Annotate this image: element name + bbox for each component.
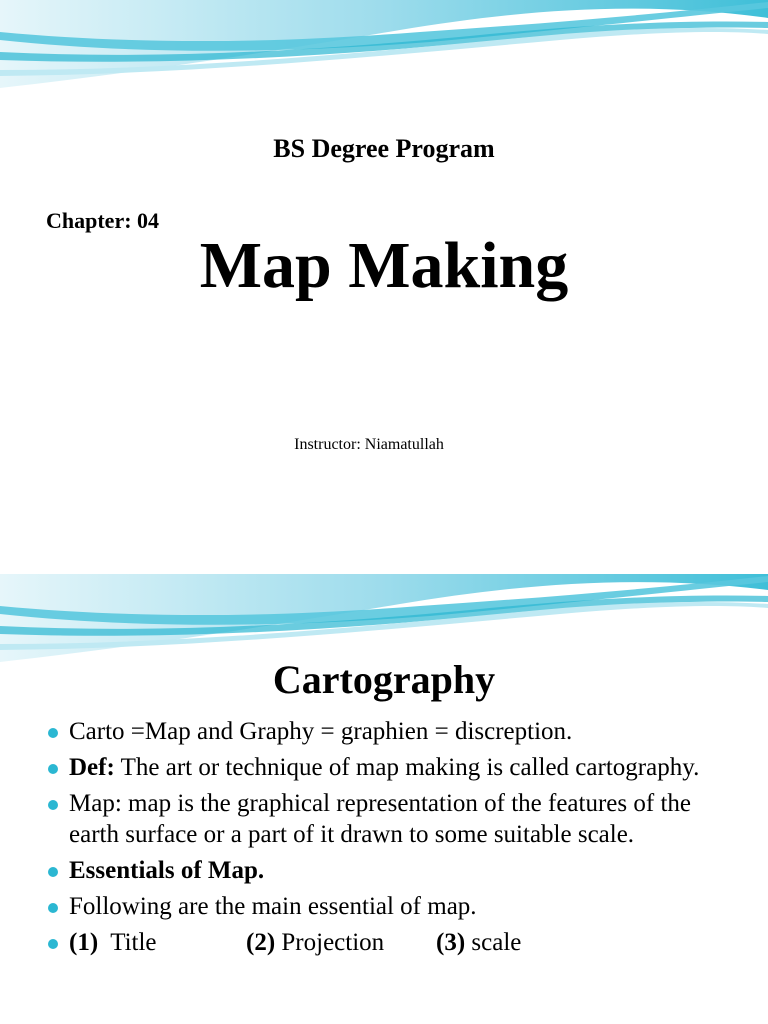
bullet-text: Map: map is the graphical representation of the features of the earth surface or a part of it drawn to some suitable scale. xyxy=(69,790,691,848)
bullet-text: Following are the main essential of map. xyxy=(69,892,477,920)
bullet-bold-label: Essentials of Map. xyxy=(69,856,265,884)
bullet-icon xyxy=(48,939,58,949)
essential-item xyxy=(69,928,246,959)
bullet-bold-label: Def: xyxy=(69,754,115,781)
bullet-icon xyxy=(48,728,58,738)
cartography-title: Cartography xyxy=(272,657,496,702)
essential-label: scale xyxy=(465,928,522,956)
list-item xyxy=(48,892,738,923)
bullet-list xyxy=(48,717,738,964)
list-item xyxy=(48,856,738,887)
bullet-icon xyxy=(48,764,58,774)
slide-main-title: Map Making xyxy=(199,229,569,302)
slide-separator xyxy=(0,556,768,574)
list-item xyxy=(48,789,738,850)
bullet-icon xyxy=(48,867,58,877)
list-item xyxy=(48,753,738,784)
essential-number: (1) xyxy=(69,928,99,956)
essential-number: (3) xyxy=(436,928,466,956)
program-subtitle: BS Degree Program xyxy=(273,134,495,163)
instructor-name: Instructor: Niamatullah xyxy=(294,436,444,453)
essential-item xyxy=(246,928,436,959)
list-item xyxy=(48,928,738,959)
bullet-text: The art or technique of map making is called cartography. xyxy=(114,754,700,781)
wave-banner-graphic xyxy=(0,0,768,100)
chapter-label: Chapter: 04 xyxy=(46,208,160,233)
bullet-icon xyxy=(48,800,58,810)
essential-item xyxy=(436,928,521,959)
essentials-row xyxy=(69,928,738,959)
cartography-slide xyxy=(0,574,768,1024)
essential-label: Title xyxy=(98,928,157,956)
bullet-text: Carto =Map and Graphy = graphien = discreption. xyxy=(69,718,573,745)
essential-number: (2) xyxy=(246,928,276,956)
list-item xyxy=(48,717,738,748)
bullet-icon xyxy=(48,903,58,913)
essential-label: Projection xyxy=(275,928,385,956)
